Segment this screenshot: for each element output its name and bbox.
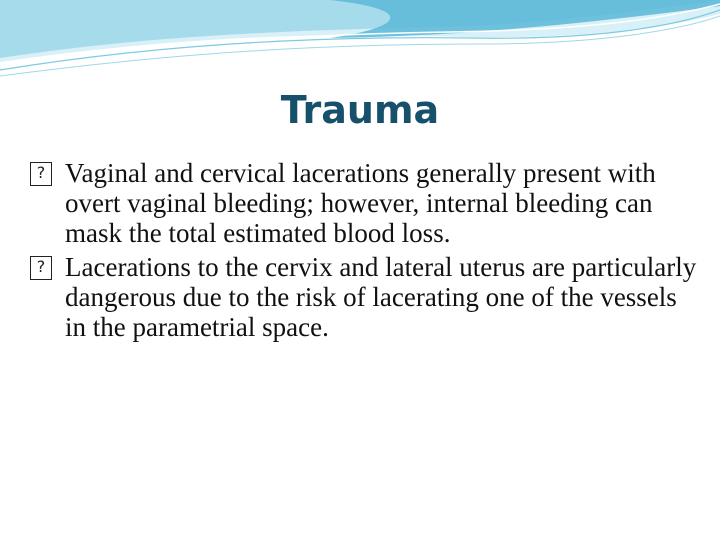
bullet-text: Lacerations to the cervix and lateral uterus are particularly dangerous due to the risk of lacerating one of the vessels in the parametrial space.	[65, 252, 697, 342]
header-wave-decoration	[0, 0, 720, 90]
bullet-list	[30, 158, 700, 346]
bullet-text: Vaginal and cervical lacerations generally present with overt vaginal bleeding; however, internal bleeding can mask the total estimated blood loss.	[65, 158, 656, 248]
bullet-item	[30, 252, 700, 342]
replacement-glyph-icon: ?	[30, 162, 52, 186]
slide-title: Trauma	[280, 88, 440, 132]
replacement-glyph-icon: ?	[30, 256, 52, 280]
bullet-item	[30, 158, 700, 248]
